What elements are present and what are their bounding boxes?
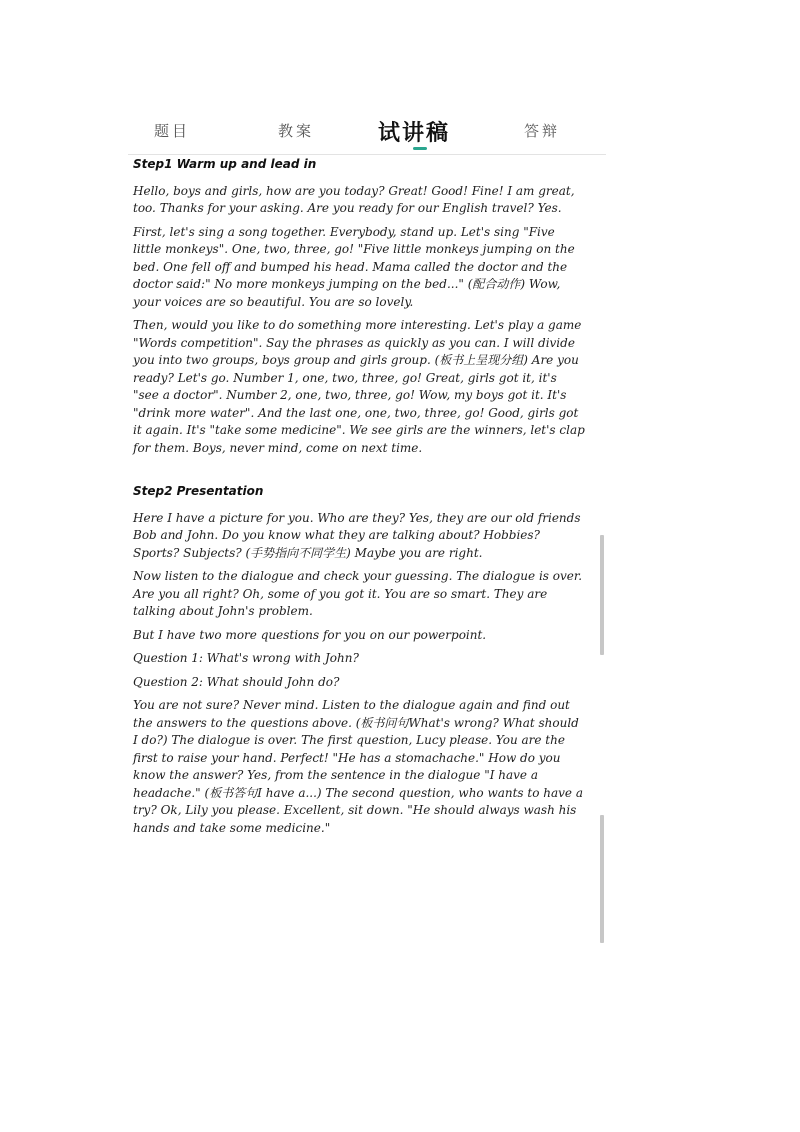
paragraph: Question 1: What's wrong with John? — [133, 651, 359, 665]
section-step2 — [133, 483, 585, 837]
section-step1 — [133, 156, 585, 457]
tab-defense[interactable]: 答辩 — [524, 122, 561, 140]
paragraph: First, let's sing a song together. Everybody, stand up. Let's sing "Five little monkeys". One, two, three, go! "Five little monkeys jumping on the bed. One fell off and bumped his head. Mama called the doctor and the doctor said:" No more monkeys jumping on the bed..." (配合动作) Wow, your voices are so beautiful. You are so lovely. — [133, 224, 575, 309]
active-tab-indicator — [413, 147, 427, 150]
script-content — [133, 156, 585, 843]
paragraph: Here I have a picture for you. Who are they? Yes, they are our old friends Bob and John. Do you know what they are talking about? Hobbies? Sports? Subjects? (手势指向不同学生) Maybe you are right. — [133, 510, 581, 560]
paragraph: But I have two more questions for you on our powerpoint. — [133, 627, 487, 642]
section-heading: Step1 Warm up and lead in — [133, 157, 317, 171]
paragraph: You are not sure? Never mind. Listen to the dialogue again and find out the answers to the questions above. (板书问句What's wrong? What should I do?) The dialogue is over. The first question, Lucy please. You are the first to raise your hand. Perfect! "He has a stomachache." How do you know the answer? Yes, from the sentence in the dialogue "I have a headache." (板书答句I have a...) The second question, who wants to have a try? Ok, Lily you please. Excellent, sit down. "He should always wash his hands and take some medicine." — [133, 698, 584, 835]
paragraph: Question 2: What should John do? — [133, 674, 340, 689]
tab-bar — [128, 112, 606, 155]
paragraph: Then, would you like to do something more interesting. Let's play a game "Words competition". Say the phrases as quickly as you can. I will divide you into two groups, boys group and girls group. (板书上呈现分组) Are you ready? Let's go. Number 1, one, two, three, go! Great, girls got it, it's "see a doctor". Number 2, one, two, three, go! Wow, my boys got it. It's "drink more water". And the last one, one, two, three, go! Good, girls got it again. It's "take some medicine". We see girls are the winners, let's clap for them. Boys, never mind, come on next time. — [133, 318, 585, 455]
section-gap — [133, 463, 585, 483]
section-heading: Step2 Presentation — [133, 484, 264, 498]
paragraph: Hello, boys and girls, how are you today? Great! Good! Fine! I am great, too. Thanks for your asking. Are you ready for our English travel? Yes. — [133, 183, 575, 215]
tab-lecture-script[interactable]: 试讲稿 — [378, 120, 451, 146]
tab-lesson-plan[interactable]: 教案 — [278, 122, 315, 140]
scrollbar-thumb[interactable] — [600, 535, 604, 655]
tab-questions[interactable]: 题目 — [154, 122, 191, 140]
paragraph: Now listen to the dialogue and check your guessing. The dialogue is over. Are you all right? Oh, some of you got it. You are so smart. They are talking about John's problem. — [133, 569, 583, 618]
scrollbar-thumb[interactable] — [600, 815, 604, 943]
